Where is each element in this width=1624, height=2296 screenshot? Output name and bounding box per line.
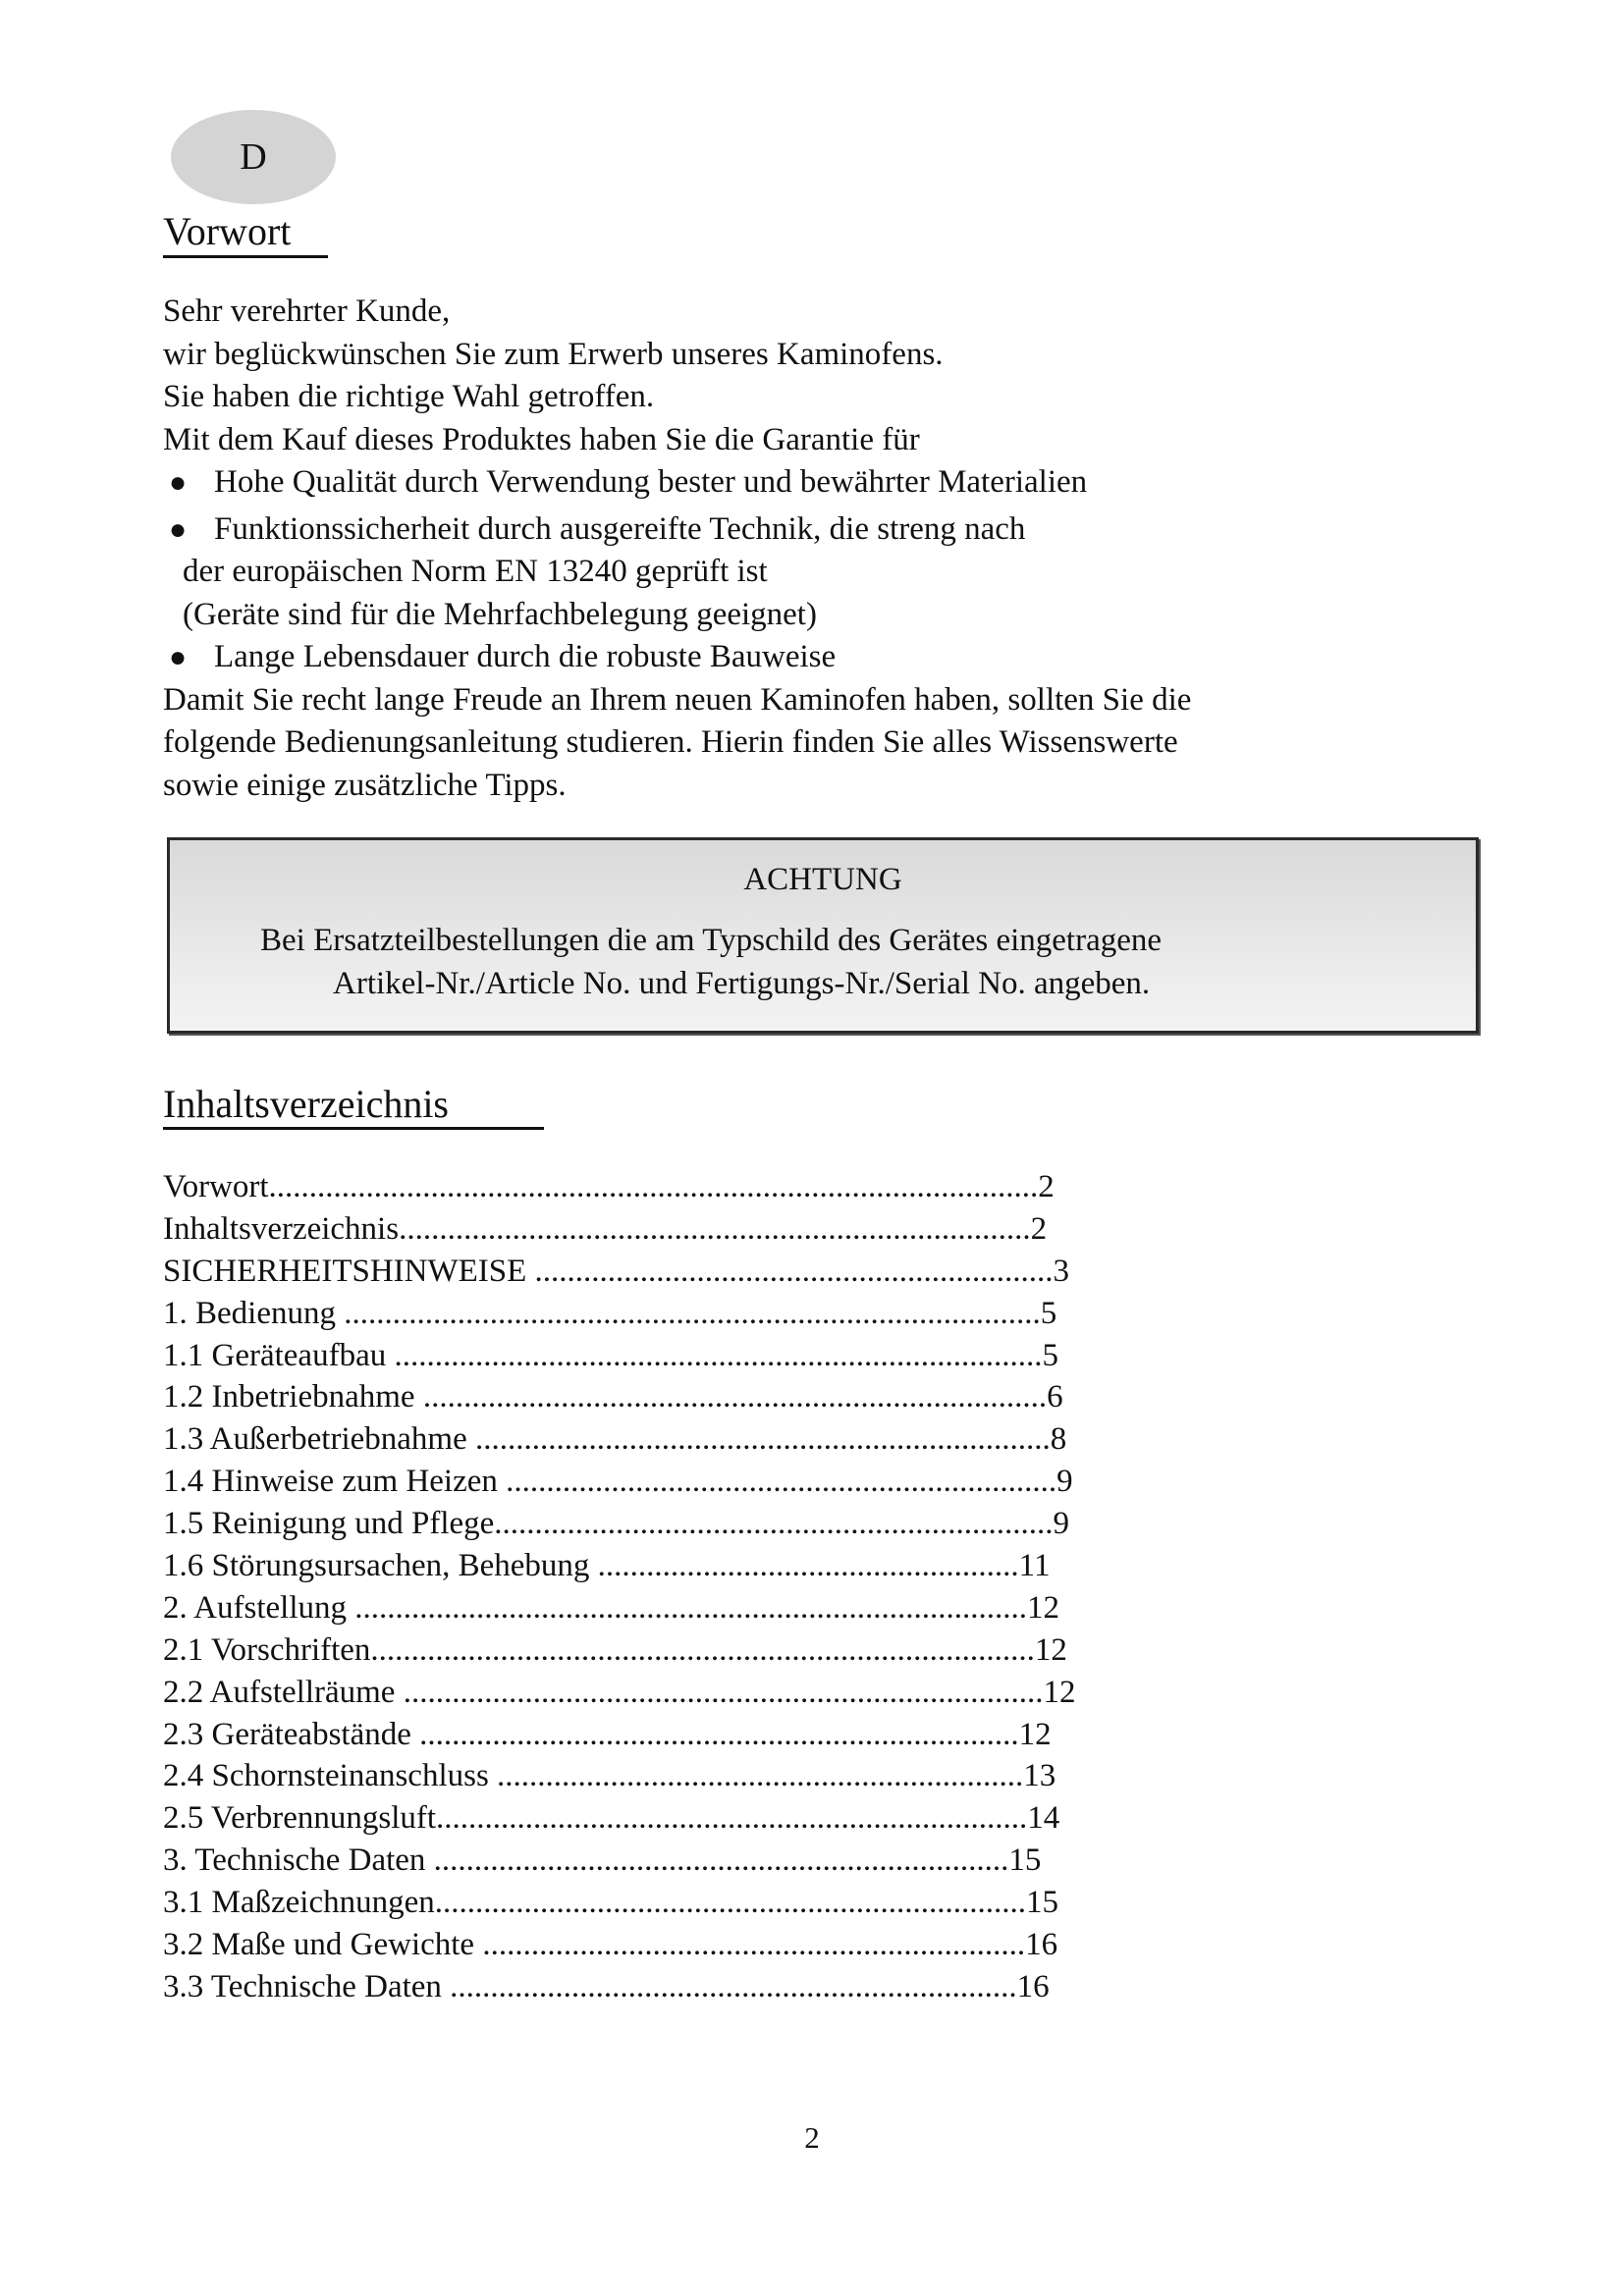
bullet-text: Funktionssicherheit durch ausgereifte Technik, die streng nach — [214, 510, 1026, 547]
foreword-body — [163, 291, 1380, 807]
bullet-item — [163, 636, 1380, 679]
toc-entry: 2.2 Aufstellräume ...............................................................................12 — [163, 1674, 1076, 1710]
foreword-closing: sowie einige zusätzliche Tipps. — [163, 767, 567, 803]
toc-entry: 2.4 Schornsteinanschluss .................................................................13 — [163, 1758, 1056, 1794]
language-badge — [171, 110, 336, 204]
foreword-heading-underline — [163, 255, 328, 258]
toc-entry: 1.6 Störungsursachen, Behebung ....................................................11 — [163, 1548, 1051, 1584]
foreword-paragraph: Sehr verehrter Kunde, — [163, 294, 451, 329]
bullet-item — [163, 461, 1380, 505]
toc-heading: Inhaltsverzeichnis — [163, 1082, 449, 1126]
notice-text: Bei Ersatzteilbestellungen die am Typschild des Gerätes eingetragene — [260, 923, 1163, 958]
foreword-paragraph: wir beglückwünschen Sie zum Erwerb unseres Kaminofens. — [163, 336, 944, 372]
toc-entry: 3.2 Maße und Gewichte ...................................................................16 — [163, 1927, 1058, 1963]
toc-entry: 2.3 Geräteabstände ..........................................................................12 — [163, 1716, 1052, 1752]
foreword-paragraph: Sie haben die richtige Wahl getroffen. — [163, 379, 655, 414]
bullet-continuation: der europäischen Norm EN 13240 geprüft ist — [183, 554, 768, 589]
foreword-closing: Damit Sie recht lange Freude an Ihrem neuen Kaminofen haben, sollten Sie die — [163, 681, 1192, 718]
toc-entry: 2.1 Vorschriften..................................................................................12 — [163, 1631, 1067, 1668]
toc-entry: 2. Aufstellung ...................................................................................12 — [163, 1589, 1059, 1626]
toc-entry: 3. Technische Daten .......................................................................15 — [163, 1842, 1042, 1879]
toc-entry: 1.1 Geräteaufbau ................................................................................5 — [163, 1337, 1058, 1373]
table-of-contents — [163, 1166, 1341, 2008]
toc-entry: Inhaltsverzeichnis..............................................................................2 — [163, 1210, 1048, 1247]
toc-entry: 1.4 Hinweise zum Heizen ....................................................................9 — [163, 1464, 1073, 1500]
toc-entry: 3.3 Technische Daten ......................................................................16 — [163, 1968, 1050, 2004]
language-badge-label: D — [240, 136, 267, 178]
warning-notice-box — [167, 837, 1479, 1034]
foreword-heading: Vorwort — [163, 209, 292, 253]
foreword-closing: folgende Bedienungsanleitung studieren. Hierin finden Sie alles Wissenswerte — [163, 724, 1178, 760]
toc-entry: 1.3 Außerbetriebnahme .......................................................................8 — [163, 1421, 1067, 1458]
toc-entry: 1.2 Inbetriebnahme .............................................................................6 — [163, 1379, 1063, 1415]
toc-entry: 3.1 Maßzeichnungen.........................................................................15 — [163, 1885, 1058, 1921]
page-number: 2 — [804, 2120, 820, 2155]
bullet-continuation: (Geräte sind für die Mehrfachbelegung geeignet) — [183, 596, 817, 632]
toc-entry: 1.5 Reinigung und Pflege.....................................................................9 — [163, 1506, 1070, 1542]
bullet-item — [163, 508, 1380, 552]
bullet-text: Lange Lebensdauer durch die robuste Bauweise — [214, 639, 837, 674]
notice-text: Artikel-Nr./Article No. und Fertigungs-Nr./Serial No. angeben. — [333, 966, 1151, 1001]
toc-heading-underline — [163, 1127, 544, 1130]
toc-entry: 2.5 Verbrennungsluft.........................................................................14 — [163, 1800, 1060, 1837]
toc-entry: 1. Bedienung ......................................................................................5 — [163, 1295, 1057, 1331]
bullet-text: Hohe Qualität durch Verwendung bester und bewährter Materialien — [214, 464, 1088, 500]
bullet-dot-icon: ● — [169, 512, 188, 546]
bullet-dot-icon: ● — [169, 641, 188, 673]
bullet-dot-icon: ● — [169, 466, 188, 499]
toc-entry: SICHERHEITSHINWEISE ................................................................3 — [163, 1253, 1070, 1289]
notice-title: ACHTUNG — [743, 862, 902, 897]
toc-entry: Vorwort...............................................................................................2 — [163, 1169, 1055, 1204]
foreword-paragraph: Mit dem Kauf dieses Produktes haben Sie die Garantie für — [163, 421, 920, 457]
